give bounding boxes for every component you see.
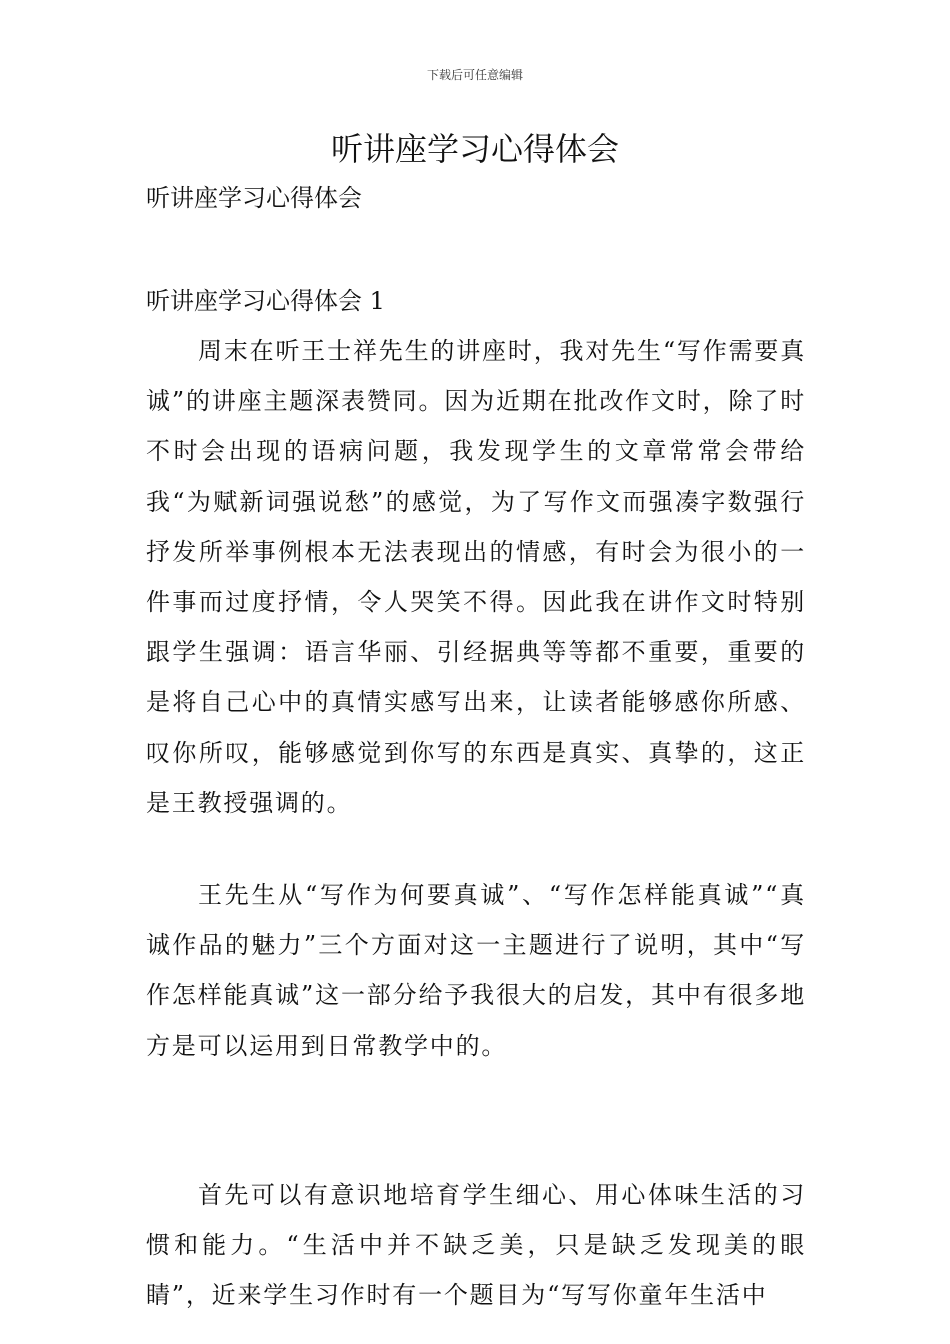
section-heading: 听讲座学习心得体会 1 — [146, 287, 385, 315]
page-header-note: 下载后可任意编辑 — [426, 68, 523, 82]
body-paragraph-1: 周末在听王士祥先生的讲座时，我对先生“写作需要真诚”的讲座主题深表赞同。因为近期在批改作文时，除了时不时会出现的语病问题，我发现学生的文章常常会带给我“为赋新词强说愁”的感觉，为了写作文而强凑字数强行抒发所举事例根本无法表现出的情感，有时会为很小的一件事而过度抒情，令人哭笑不得。因此我在讲作文时特别跟学生强调：语言华丽、引经据典等等都不重要，重要的是将自己心中的真情实感写出来，让读者能够感你所感、叹你所叹，能够感觉到你写的东西是真实、真挚的，这正是王教授强调的。 — [146, 337, 806, 817]
body-paragraph-2: 王先生从“写作为何要真诚”、“写作怎样能真诚”“真诚作品的魅力”三个方面对这一主题进行了说明，其中“写作怎样能真诚”这一部分给予我很大的启发，其中有很多地方是可以运用到日常教学中的。 — [146, 881, 806, 1060]
document-subtitle: 听讲座学习心得体会 — [146, 184, 362, 212]
body-paragraph-3: 首先可以有意识地培育学生细心、用心体味生活的习惯和能力。“生活中并不缺乏美，只是缺乏发现美的眼睛”，近来学生习作时有一个题目为“写写你童年生活中 — [146, 1181, 806, 1310]
document-title: 听讲座学习心得体会 — [330, 130, 619, 168]
